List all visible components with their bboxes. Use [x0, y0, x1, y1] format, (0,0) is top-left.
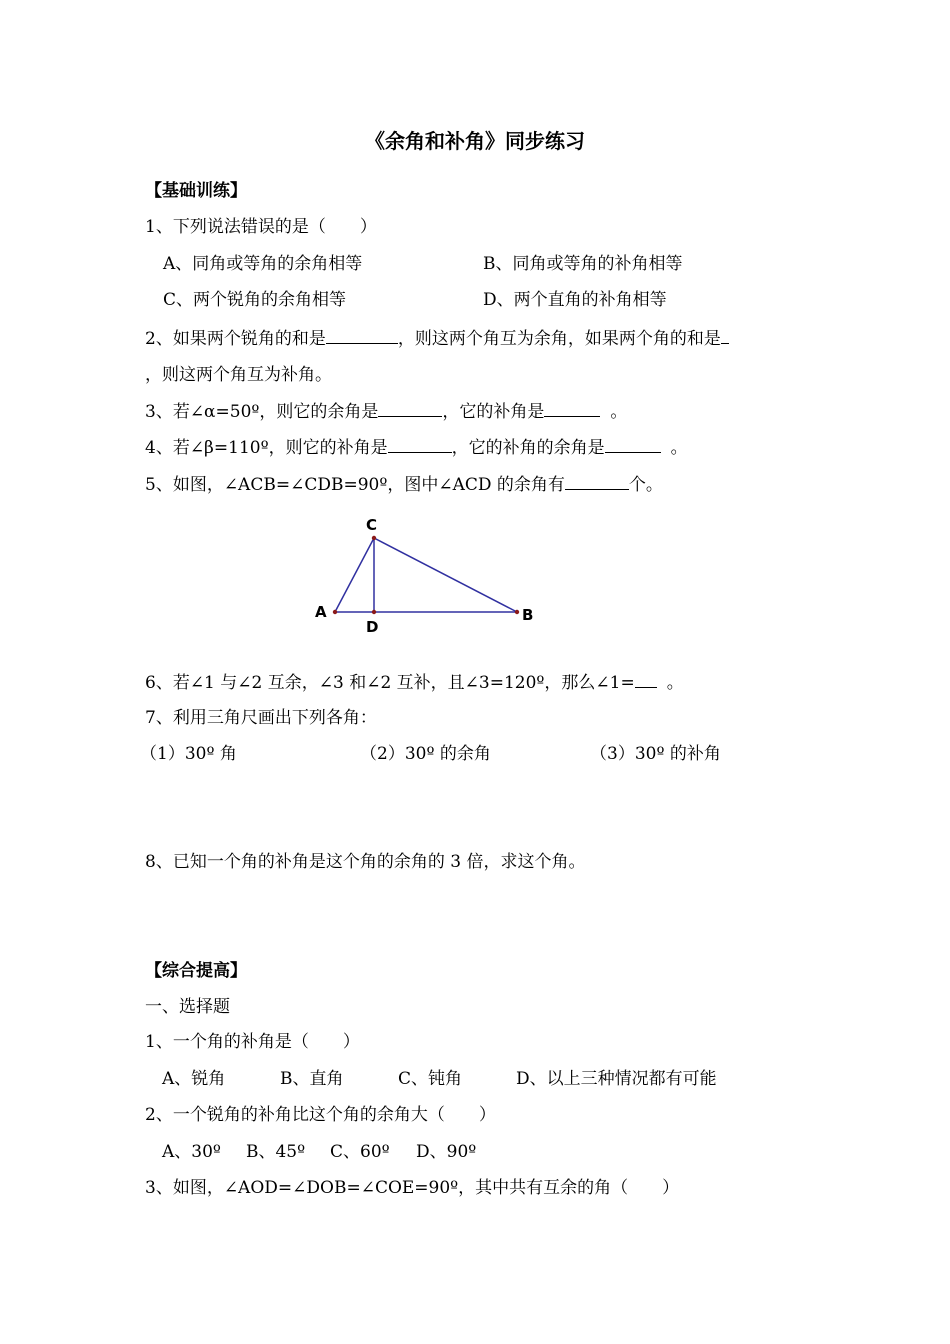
section-heading-advanced: 【综合提高】	[145, 961, 247, 981]
q2-text-1: 2、如果两个锐角的和是	[145, 329, 326, 349]
point-a	[333, 610, 337, 614]
q6-blank[interactable]	[635, 671, 657, 688]
triangle-figure	[300, 510, 550, 640]
q4-line	[145, 436, 688, 459]
label-d: D	[366, 618, 379, 636]
q3-line	[145, 400, 627, 423]
page-title: 《余角和补角》同步练习	[365, 129, 585, 153]
point-c	[372, 536, 376, 540]
q7-part-1: （1）30º 角	[140, 744, 237, 764]
q8-text: 8、已知一个角的补角是这个角的余角的 3 倍，求这个角。	[145, 852, 586, 872]
s2-q2-option-b: B、45º	[246, 1142, 306, 1162]
q3-blank-1[interactable]	[378, 400, 442, 417]
q5-text-2: 个。	[628, 475, 663, 495]
segment-cb	[374, 538, 517, 612]
s2-q1-stem: 1、一个角的补角是（ ）	[145, 1032, 360, 1052]
q3-blank-2[interactable]	[544, 400, 600, 417]
q2-line1	[145, 327, 729, 350]
label-c: C	[366, 516, 378, 534]
q1-option-d: D、两个直角的补角相等	[483, 290, 667, 310]
s2-q3-stem: 3、如图，∠AOD=∠DOB=∠COE=90º，其中共有互余的角（ ）	[145, 1178, 680, 1198]
q5-line	[145, 473, 663, 496]
q4-text-2: ，它的补角的余角是	[451, 438, 605, 458]
q2-text-3: ，则这两个角互为补角。	[145, 365, 332, 385]
q6-text-1: 6、若∠1 与∠2 互余，∠3 和∠2 互补，且∠3=120º，那么∠1=	[145, 673, 635, 693]
point-b	[515, 610, 519, 614]
q4-blank-1[interactable]	[388, 436, 452, 453]
q6-text-2: 。	[666, 673, 684, 693]
s2-q2-option-c: C、60º	[330, 1142, 390, 1162]
q2-blank-1[interactable]	[326, 327, 398, 344]
q2-text-2: ，则这两个角互为余角，如果两个角的和是	[397, 329, 721, 349]
label-b: B	[522, 606, 534, 624]
segment-ac	[335, 538, 374, 612]
q3-text-2: ，它的补角是	[442, 402, 545, 422]
s2-q2-option-a: A、30º	[162, 1142, 221, 1162]
s2-q1-option-b: B、直角	[280, 1069, 344, 1089]
q6-line	[145, 671, 684, 694]
s2-q1-option-a: A、锐角	[162, 1069, 226, 1089]
q4-blank-2[interactable]	[605, 436, 661, 453]
label-a: A	[315, 603, 327, 621]
q1-option-a: A、同角或等角的余角相等	[163, 254, 363, 274]
q3-text-1: 3、若∠α=50º，则它的余角是	[145, 402, 379, 422]
q4-text-3: 。	[670, 438, 688, 458]
q7-part-2: （2）30º 的余角	[360, 744, 491, 764]
s2-q2-stem: 2、一个锐角的补角比这个角的余角大（ ）	[145, 1105, 496, 1125]
q7-part-3: （3）30º 的补角	[590, 744, 721, 764]
q7-stem: 7、利用三角尺画出下列各角：	[145, 708, 377, 728]
q5-text-1: 5、如图，∠ACB=∠CDB=90º，图中∠ACD 的余角有	[145, 475, 565, 495]
point-d	[372, 610, 376, 614]
s2-q1-option-c: C、钝角	[398, 1069, 463, 1089]
q1-stem: 1、下列说法错误的是（ ）	[145, 217, 377, 237]
s2-q1-option-d: D、以上三种情况都有可能	[516, 1069, 717, 1089]
section-heading-basic: 【基础训练】	[145, 181, 247, 201]
q2-blank-2[interactable]	[721, 327, 729, 344]
q5-blank[interactable]	[565, 473, 629, 490]
q4-text-1: 4、若∠β=110º，则它的补角是	[145, 438, 388, 458]
subsection-choice: 一、选择题	[145, 997, 230, 1017]
s2-q2-option-d: D、90º	[416, 1142, 477, 1162]
q3-text-3: 。	[610, 402, 628, 422]
q1-option-b: B、同角或等角的补角相等	[483, 254, 683, 274]
q1-option-c: C、两个锐角的余角相等	[163, 290, 347, 310]
